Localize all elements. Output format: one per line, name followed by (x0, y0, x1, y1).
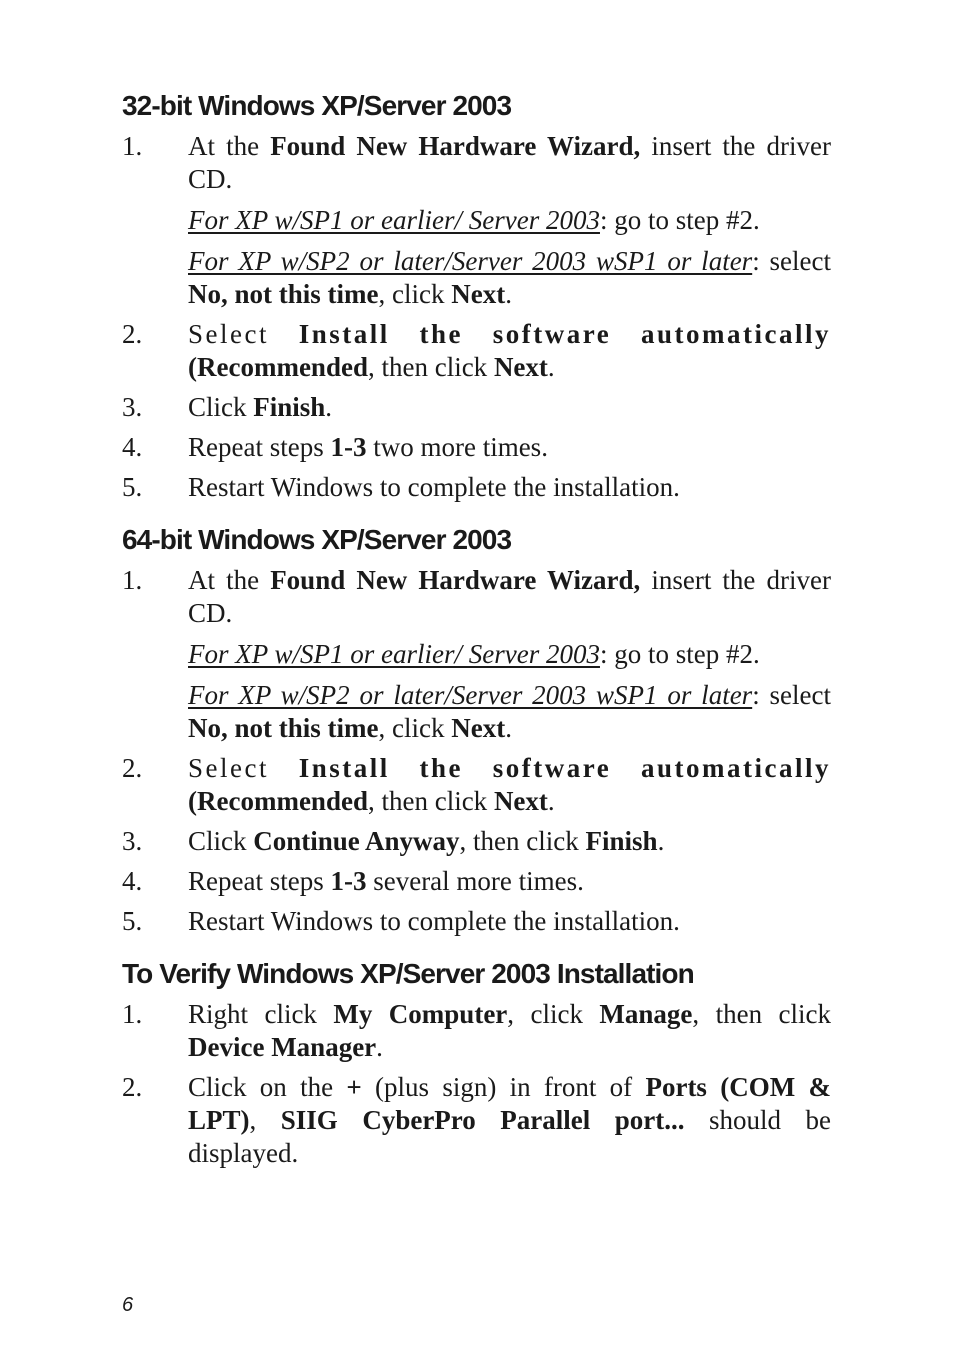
bold-text: Next (493, 352, 548, 382)
steps-list (122, 130, 831, 504)
text: . (547, 352, 555, 382)
text: , click (378, 713, 452, 743)
step-text (188, 431, 831, 464)
document-page (122, 88, 831, 1177)
bold-text: Finish (253, 392, 326, 422)
bold-text: SIIG CyberPro Parallel port... (280, 1105, 685, 1135)
text: Select (188, 319, 299, 349)
text: , click (378, 279, 452, 309)
text: Select (188, 753, 299, 783)
step-item (122, 752, 831, 818)
step-text (188, 865, 831, 898)
step-number: 5. (122, 472, 143, 502)
text: Restart Windows to complete the installation. (188, 906, 680, 936)
text: should be displayed. (188, 1105, 831, 1168)
step-number: 4. (122, 866, 143, 896)
step-item (122, 1071, 831, 1170)
step-number: 1. (122, 999, 143, 1029)
step-number: 1. (122, 131, 143, 161)
bold-text: (Recommended (188, 786, 368, 816)
section-verify (122, 956, 831, 1170)
bold-text: (Recommended (188, 352, 368, 382)
step-item (122, 998, 831, 1064)
text: , then click (692, 999, 831, 1029)
section-title: 64-bit Windows XP/Server 2003 (122, 524, 512, 555)
steps-list (122, 564, 831, 938)
step-item (122, 905, 831, 938)
bold-text: My Computer (333, 999, 508, 1029)
text: At the (188, 565, 271, 595)
step-item (122, 564, 831, 745)
text: : select (752, 680, 831, 710)
step-number: 2. (122, 753, 143, 783)
bold-text: Device Manager (188, 1032, 377, 1062)
step-item (122, 825, 831, 858)
step-number: 5. (122, 906, 143, 936)
text: Restart Windows to complete the installation. (188, 472, 680, 502)
step-number: 1. (122, 565, 143, 595)
text: : go to step #2. (599, 639, 760, 669)
bold-text: 1-3 (330, 866, 367, 896)
text: . (376, 1032, 383, 1062)
note-link[interactable]: For XP w/SP2 or later/Server 2003 wSP1 or later (188, 680, 753, 710)
text: two more times. (366, 432, 548, 462)
section-64bit (122, 522, 831, 938)
text: Click (188, 826, 254, 856)
step-text (188, 825, 831, 858)
text: : go to step #2. (599, 205, 760, 235)
text: . (657, 826, 665, 856)
step-text (188, 1071, 831, 1170)
bold-text: 1-3 (330, 432, 367, 462)
step-item (122, 865, 831, 898)
step-text (188, 391, 831, 424)
bold-text: Continue Anyway (253, 826, 460, 856)
note-link[interactable]: For XP w/SP2 or later/Server 2003 wSP1 or later (188, 246, 753, 276)
step-text (188, 318, 831, 384)
text: Click (188, 392, 254, 422)
step-text (188, 471, 831, 504)
step-number: 3. (122, 826, 143, 856)
text: , then click (367, 352, 494, 382)
bold-text: Found New Hardware Wizard, (270, 131, 641, 161)
step-number: 2. (122, 1072, 143, 1102)
bold-text: Finish (585, 826, 658, 856)
text: Click on the (188, 1072, 347, 1102)
step-item (122, 130, 831, 311)
note-link[interactable]: For XP w/SP1 or earlier/ Server 2003 (188, 639, 600, 669)
step-text (188, 752, 831, 818)
bold-text: Next (451, 713, 506, 743)
text: . (505, 713, 512, 743)
text: Repeat steps (188, 432, 331, 462)
bold-text: Install the software automatically (298, 319, 831, 349)
text: , then click (459, 826, 586, 856)
text: Repeat steps (188, 866, 331, 896)
text: (plus sign) in front of (361, 1072, 646, 1102)
text: . (325, 392, 333, 422)
section-32bit (122, 88, 831, 504)
bold-text: Manage (599, 999, 693, 1029)
text: insert the driver CD. (188, 565, 831, 628)
bold-text: Install the software automatically (298, 753, 831, 783)
step-text (188, 130, 831, 311)
text: Right click (188, 999, 334, 1029)
text: : select (752, 246, 831, 276)
bold-text: No, not this time (188, 713, 379, 743)
bold-text: + (346, 1072, 362, 1102)
section-title: 32-bit Windows XP/Server 2003 (122, 90, 512, 121)
step-text (188, 998, 831, 1064)
steps-list (122, 998, 831, 1170)
step-number: 4. (122, 432, 143, 462)
bold-text: Found New Hardware Wizard, (270, 565, 641, 595)
bold-text: No, not this time (188, 279, 379, 309)
section-title: To Verify Windows XP/Server 2003 Installation (122, 958, 694, 989)
text: . (505, 279, 512, 309)
step-number: 2. (122, 319, 143, 349)
step-item (122, 318, 831, 384)
text: , click (507, 999, 600, 1029)
text: , then click (367, 786, 494, 816)
step-text (188, 564, 831, 745)
step-text (188, 905, 831, 938)
text: several more times. (366, 866, 584, 896)
text: insert the driver CD. (188, 131, 831, 194)
step-item (122, 391, 831, 424)
step-item (122, 471, 831, 504)
note-link[interactable]: For XP w/SP1 or earlier/ Server 2003 (188, 205, 600, 235)
bold-text: Ports (COM & LPT) (188, 1072, 831, 1135)
text: At the (188, 131, 271, 161)
bold-text: Next (451, 279, 506, 309)
page-number: 6 (122, 1294, 134, 1316)
text: , (249, 1105, 281, 1135)
step-item (122, 431, 831, 464)
bold-text: Next (493, 786, 548, 816)
step-number: 3. (122, 392, 143, 422)
text: . (547, 786, 555, 816)
